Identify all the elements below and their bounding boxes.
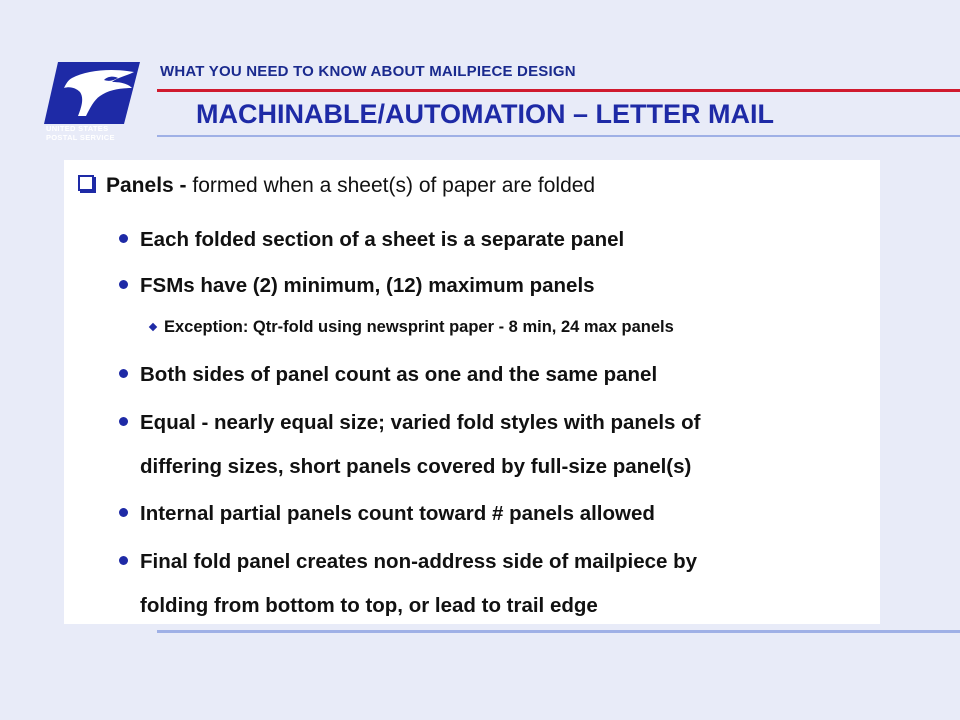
list-item-continuation: differing sizes, short panels covered by full-size panel(s): [140, 455, 692, 478]
bullet-dot-icon: [119, 556, 128, 565]
bullet-dot-icon: [119, 417, 128, 426]
bullet-dot-icon: [119, 234, 128, 243]
logo-text-line1: UNITED STATES: [46, 124, 109, 133]
sub-list-item-text: Exception: Qtr-fold using newsprint paper - 8 min, 24 max panels: [164, 318, 674, 336]
bullet-dot-icon: [119, 369, 128, 378]
heading-bullet: [78, 174, 595, 198]
list-item: [119, 411, 701, 435]
logo-text-line2: POSTAL SERVICE: [46, 133, 115, 142]
title-divider: [157, 135, 960, 137]
footer-divider: [157, 630, 960, 633]
list-item: [119, 502, 655, 526]
list-item-text: Each folded section of a sheet is a separate panel: [140, 228, 625, 251]
sub-list-item: [150, 318, 674, 337]
list-item: [119, 363, 657, 387]
content-panel: [64, 160, 880, 624]
page-title: MACHINABLE/AUTOMATION – LETTER MAIL: [196, 99, 774, 129]
list-item-continuation: folding from bottom to top, or lead to trail edge: [140, 594, 598, 617]
bullet-dot-icon: [119, 508, 128, 517]
usps-logo: [42, 58, 142, 146]
diamond-bullet-icon: [149, 323, 157, 331]
heading-term: Panels -: [106, 174, 187, 197]
heading-text: formed when a sheet(s) of paper are folded: [186, 174, 596, 197]
list-item-text: FSMs have (2) minimum, (12) maximum panels: [140, 274, 595, 297]
header-divider-red: [157, 89, 960, 92]
list-item-text: Internal partial panels count toward # panels allowed: [140, 502, 655, 525]
checkbox-bullet-icon: [78, 175, 94, 191]
list-item: [119, 228, 624, 252]
list-item-text: Both sides of panel count as one and the same panel: [140, 363, 658, 386]
list-item-text: Equal - nearly equal size; varied fold styles with panels of: [140, 411, 701, 434]
header-caption: WHAT YOU NEED TO KNOW ABOUT MAILPIECE DESIGN: [160, 63, 576, 80]
list-item: [119, 550, 697, 574]
list-item: [119, 274, 595, 298]
list-item-text: Final fold panel creates non-address side of mailpiece by: [140, 550, 698, 573]
bullet-dot-icon: [119, 280, 128, 289]
